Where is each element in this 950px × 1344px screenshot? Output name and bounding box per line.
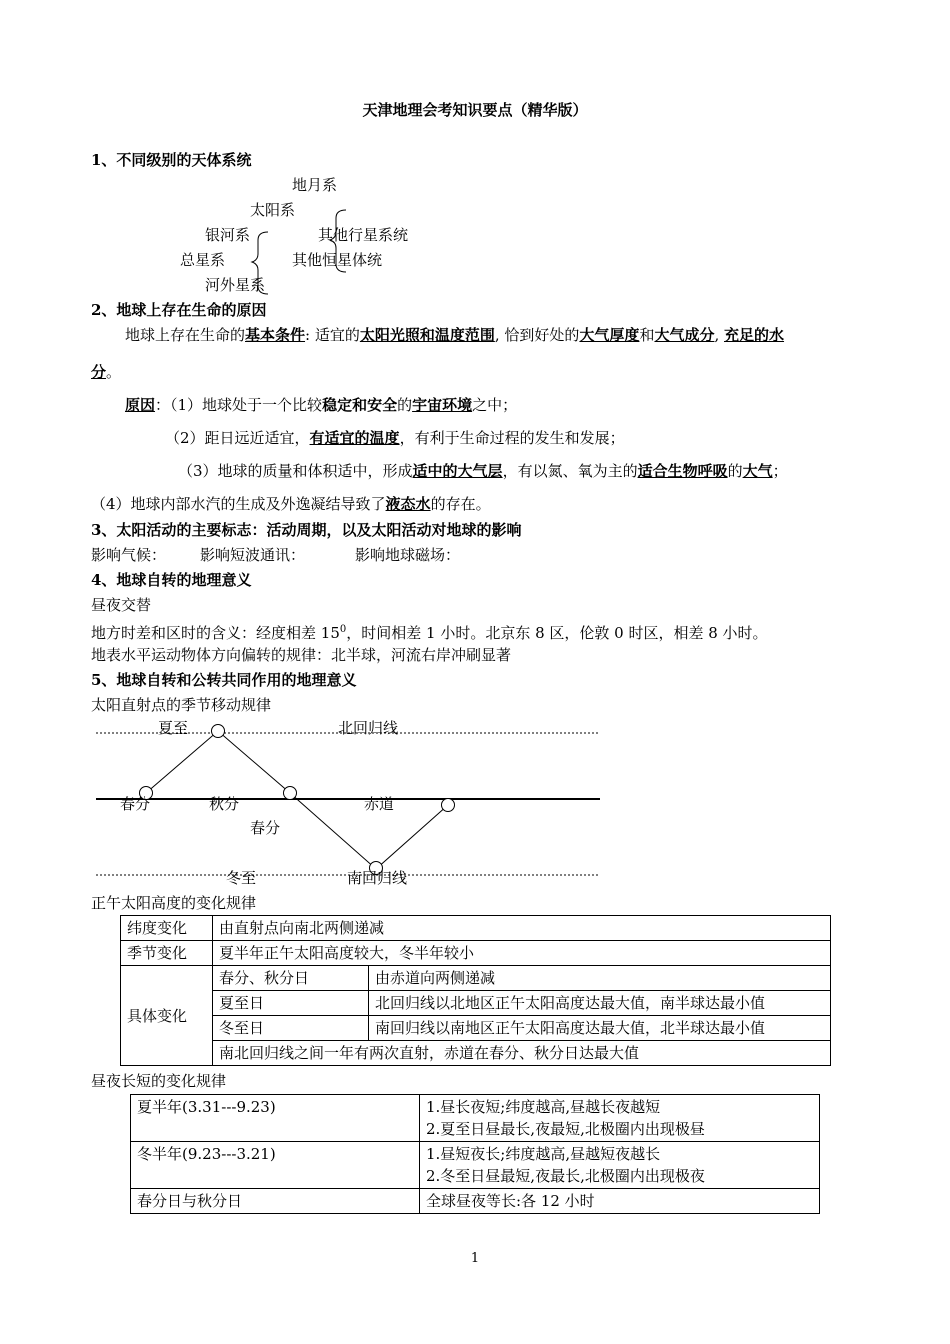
point-autumn-equinox	[284, 787, 297, 800]
cell-line: 2.冬至日昼最短,夜最长,北极圈内出现极夜	[426, 1167, 705, 1185]
table-cell	[420, 1142, 820, 1189]
text: 的	[727, 462, 743, 480]
page-number: 1	[470, 1251, 480, 1266]
section-4-heading: 4、地球自转的地理意义	[91, 571, 252, 589]
key-term: 大气成分	[654, 326, 715, 344]
table-cell: 冬至日	[213, 1016, 369, 1041]
cell-line: 2.夏至日昼最长,夜最短,北极圈内出现极昼	[426, 1120, 705, 1138]
text: ：（1）地球处于一个比较	[155, 396, 323, 414]
text: 的存在。	[430, 495, 491, 513]
key-term: 分	[91, 363, 107, 381]
key-term: 宇宙环境	[412, 396, 473, 414]
day-night-alternation: 昼夜交替	[91, 596, 152, 614]
cell-line: 1.昼长夜短;纬度越高,昼越长夜越短	[426, 1098, 661, 1116]
tree-extragalactic: 河外星系	[205, 276, 266, 294]
table-cell: 北回归线以北地区正午太阳高度达最大值，南半球达最小值	[369, 991, 831, 1016]
label-summer: 夏至	[158, 719, 189, 737]
label-spring1: 春分	[120, 795, 151, 813]
table-row	[121, 916, 831, 941]
time-zone-text	[91, 620, 768, 643]
key-term: 稳定和安全	[322, 396, 398, 414]
tree-other-stars: 其他恒星体统	[292, 251, 383, 269]
reason-2	[165, 428, 625, 448]
text: : 适宜的	[305, 326, 360, 344]
life-conditions-line1	[125, 325, 784, 345]
label-autumn: 秋分	[209, 795, 240, 813]
table-cell: 纬度变化	[121, 916, 213, 941]
section-5-heading: 5、地球自转和公转共同作用的地理意义	[91, 671, 357, 689]
reason-3	[178, 461, 788, 481]
key-term: 适中的大气层	[412, 462, 503, 480]
label-tropic-s: 南回归线	[347, 869, 408, 887]
reason-label: 原因	[125, 396, 156, 414]
subheading-noon-altitude: 正午太阳高度的变化规律	[91, 894, 257, 912]
tree-milky-way: 银河系	[205, 226, 251, 244]
life-conditions-line2	[91, 362, 121, 382]
degree-superscript: 0	[339, 624, 347, 635]
table-row	[121, 991, 831, 1016]
text: ，有以氮、氧为主的	[502, 462, 638, 480]
key-term: 太阳光照和温度范围	[359, 326, 495, 344]
key-term: 适合生物呼吸	[637, 462, 728, 480]
table-row	[121, 1041, 831, 1066]
reason-1	[125, 395, 517, 415]
solar-effect-magnetic: 影响地球磁场：	[355, 546, 461, 564]
table-cell: 季节变化	[121, 941, 213, 966]
solar-effect-climate: 影响气候：	[91, 546, 167, 564]
table-cell: 冬半年(9.23---3.21)	[131, 1142, 420, 1189]
text: （4）地球内部水汽的生成及外逸凝结导致了	[91, 495, 386, 513]
tree-earth-moon: 地月系	[292, 176, 338, 194]
section-3-heading: 3、太阳活动的主要标志：活动周期，以及太阳活动对地球的影响	[91, 521, 522, 539]
table-cell: 由直射点向南北两侧递减	[213, 916, 831, 941]
table-cell: 夏半年(3.31---9.23)	[131, 1095, 420, 1142]
text: 和	[639, 326, 655, 344]
deflection-rule: 地表水平运动物体方向偏转的规律：北半球，河流右岸冲刷显著	[91, 646, 512, 664]
table-row	[131, 1095, 820, 1142]
table-row	[121, 1016, 831, 1041]
tree-braces	[0, 0, 950, 300]
section-1-heading: 1、不同级别的天体系统	[91, 151, 252, 169]
table-cell: 南北回归线之间一年有两次直射，赤道在春分、秋分日达最大值	[213, 1041, 831, 1066]
tree-solar-system: 太阳系	[250, 201, 296, 219]
label-winter: 冬至	[226, 869, 257, 887]
label-equator: 赤道	[364, 795, 395, 813]
label-spring2: 春分	[250, 819, 281, 837]
subheading-day-length: 昼夜长短的变化规律	[91, 1072, 227, 1090]
table-cell: 南回归线以南地区正午太阳高度达最大值，北半球达最小值	[369, 1016, 831, 1041]
tree-total-galaxy: 总星系	[180, 251, 226, 269]
text: 地球上存在生命的	[125, 326, 246, 344]
text: ,	[714, 326, 725, 344]
table-cell: 由赤道向两侧递减	[369, 966, 831, 991]
table-cell: 全球昼夜等长:各 12 小时	[420, 1189, 820, 1214]
solar-effect-radio: 影响短波通讯：	[200, 546, 306, 564]
key-term: 充足的水	[724, 326, 785, 344]
cell-line: 1.昼短夜长;纬度越高,昼越短夜越长	[426, 1145, 661, 1163]
key-term: 大气厚度	[579, 326, 640, 344]
text: 地方时差和区时的含义：经度相差 15	[91, 624, 340, 642]
label-tropic-n: 北回归线	[338, 719, 399, 737]
subsolar-migration-diagram	[0, 710, 950, 890]
text: , 恰到好处的	[494, 326, 580, 344]
key-term: 液态水	[385, 495, 431, 513]
text: （2）距日远近适宜，	[165, 429, 310, 447]
key-term: 大气	[742, 462, 773, 480]
text: 之中；	[472, 396, 518, 414]
table-cell: 具体变化	[121, 966, 213, 1066]
table-row	[131, 1142, 820, 1189]
table-cell	[420, 1095, 820, 1142]
subheading-direct-point: 太阳直射点的季节移动规律	[91, 696, 272, 714]
text: ，时间相差 1 小时。北京东 8 区，伦敦 0 时区，相差 8 小时。	[346, 624, 768, 642]
table-cell: 夏至日	[213, 991, 369, 1016]
table-cell: 春分日与秋分日	[131, 1189, 420, 1214]
key-term: 基本条件	[245, 326, 306, 344]
point-summer-solstice	[212, 725, 225, 738]
point-next-spring	[442, 799, 455, 812]
text: ，有利于生命过程的发生和发展；	[399, 429, 625, 447]
table-row	[121, 941, 831, 966]
text: ；	[772, 462, 788, 480]
noon-altitude-table	[120, 915, 831, 1066]
day-length-table	[130, 1094, 820, 1214]
text: 的	[397, 396, 413, 414]
section-2-heading: 2、地球上存在生命的原因	[91, 301, 267, 319]
page-title: 天津地理会考知识要点（精华版）	[362, 101, 588, 119]
reason-4	[91, 494, 491, 514]
table-row	[121, 966, 831, 991]
table-cell: 夏半年正午太阳高度较大，冬半年较小	[213, 941, 831, 966]
text: （3）地球的质量和体积适中，形成	[178, 462, 413, 480]
key-term: 有适宜的温度	[309, 429, 400, 447]
text: 。	[106, 363, 122, 381]
table-row	[131, 1189, 820, 1214]
table-cell: 春分、秋分日	[213, 966, 369, 991]
tree-other-planets: 其他行星系统	[318, 226, 409, 244]
